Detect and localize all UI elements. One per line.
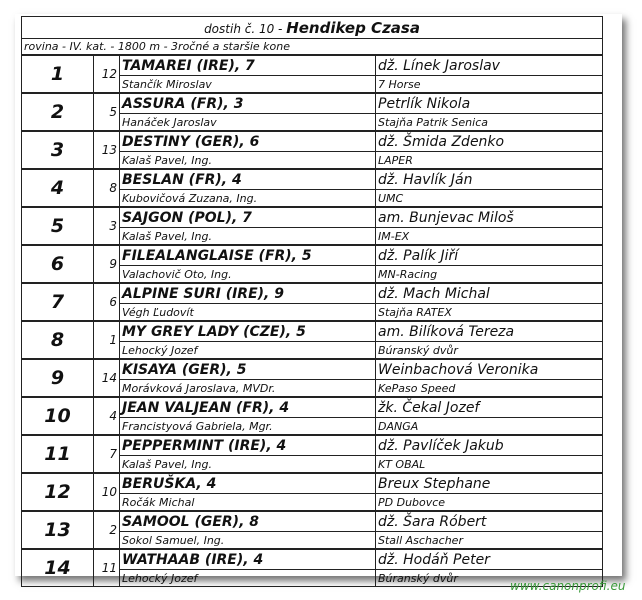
results-sheet <box>15 14 622 585</box>
start-number: 7 <box>94 435 120 473</box>
result-row <box>22 321 603 342</box>
horse-name: PEPPERMINT (IRE), 4 <box>120 435 376 456</box>
result-row <box>22 511 603 532</box>
start-number: 6 <box>94 283 120 321</box>
horse-name: ASSURA (FR), 3 <box>120 93 376 114</box>
place-number: 2 <box>22 93 94 131</box>
start-number: 13 <box>94 131 120 169</box>
place-number: 10 <box>22 397 94 435</box>
result-row <box>22 131 603 152</box>
race-label: dostih č. 10 - <box>204 21 283 36</box>
place-number: 1 <box>22 55 94 93</box>
horse-name: DESTINY (GER), 6 <box>120 131 376 152</box>
start-number: 12 <box>94 55 120 93</box>
owner-name: Stajňa Patrik Senica <box>376 114 603 132</box>
start-number: 4 <box>94 397 120 435</box>
trainer-name: Francistyová Gabriela, Mgr. <box>120 418 376 436</box>
owner-name: KT OBAL <box>376 456 603 474</box>
result-row <box>22 435 603 456</box>
trainer-name: Stančík Miroslav <box>120 76 376 94</box>
trainer-name: Ročák Michal <box>120 494 376 512</box>
owner-name: DANGA <box>376 418 603 436</box>
jockey-name: am. Bilíková Tereza <box>376 321 603 342</box>
jockey-name: dž. Havlík Ján <box>376 169 603 190</box>
horse-name: SAMOOL (GER), 8 <box>120 511 376 532</box>
jockey-name: dž. Línek Jaroslav <box>376 55 603 76</box>
horse-name: BESLAN (FR), 4 <box>120 169 376 190</box>
owner-name: MN-Racing <box>376 266 603 284</box>
place-number: 7 <box>22 283 94 321</box>
trainer-name: Lehocký Jozef <box>120 570 376 587</box>
owner-name: LAPER <box>376 152 603 170</box>
horse-name: WATHAAB (IRE), 4 <box>120 549 376 570</box>
jockey-name: Weinbachová Veronika <box>376 359 603 380</box>
jockey-name: Breux Stephane <box>376 473 603 494</box>
result-row <box>22 549 603 570</box>
start-number: 14 <box>94 359 120 397</box>
trainer-name: Végh Ľudovít <box>120 304 376 322</box>
watermark: www.canonprofi.eu <box>510 579 626 593</box>
place-number: 9 <box>22 359 94 397</box>
horse-name: TAMAREI (IRE), 7 <box>120 55 376 76</box>
start-number: 11 <box>94 549 120 587</box>
trainer-name: Kalaš Pavel, Ing. <box>120 152 376 170</box>
jockey-name: dž. Palík Jiří <box>376 245 603 266</box>
horse-name: KISAYA (GER), 5 <box>120 359 376 380</box>
start-number: 10 <box>94 473 120 511</box>
start-number: 5 <box>94 93 120 131</box>
horse-name: JEAN VALJEAN (FR), 4 <box>120 397 376 418</box>
start-number: 8 <box>94 169 120 207</box>
trainer-name: Kalaš Pavel, Ing. <box>120 456 376 474</box>
jockey-name: dž. Mach Michal <box>376 283 603 304</box>
trainer-name: Morávková Jaroslava, MVDr. <box>120 380 376 398</box>
place-number: 11 <box>22 435 94 473</box>
horse-name: SAJGON (POL), 7 <box>120 207 376 228</box>
result-row <box>22 473 603 494</box>
jockey-name: Petrlík Nikola <box>376 93 603 114</box>
result-row <box>22 359 603 380</box>
owner-name: IM-EX <box>376 228 603 246</box>
place-number: 8 <box>22 321 94 359</box>
race-name: Hendikep Czasa <box>286 18 420 37</box>
trainer-name: Valachovič Oto, Ing. <box>120 266 376 284</box>
owner-name: Búranský dvůr <box>376 342 603 360</box>
horse-name: ALPINE SURI (IRE), 9 <box>120 283 376 304</box>
place-number: 5 <box>22 207 94 245</box>
trainer-name: Sokol Samuel, Ing. <box>120 532 376 550</box>
result-row <box>22 283 603 304</box>
trainer-name: Kalaš Pavel, Ing. <box>120 228 376 246</box>
trainer-name: Lehocký Jozef <box>120 342 376 360</box>
start-number: 1 <box>94 321 120 359</box>
result-row <box>22 207 603 228</box>
result-row <box>22 169 603 190</box>
results-table <box>21 16 603 587</box>
jockey-name: dž. Šara Róbert <box>376 511 603 532</box>
result-row <box>22 93 603 114</box>
start-number: 3 <box>94 207 120 245</box>
trainer-name: Hanáček Jaroslav <box>120 114 376 132</box>
jockey-name: am. Bunjevac Miloš <box>376 207 603 228</box>
jockey-name: dž. Šmida Zdenko <box>376 131 603 152</box>
start-number: 9 <box>94 245 120 283</box>
horse-name: BERUŠKA, 4 <box>120 473 376 494</box>
owner-name: 7 Horse <box>376 76 603 94</box>
jockey-name: dž. Pavlíček Jakub <box>376 435 603 456</box>
result-row <box>22 245 603 266</box>
owner-name: PD Dubovce <box>376 494 603 512</box>
start-number: 2 <box>94 511 120 549</box>
place-number: 13 <box>22 511 94 549</box>
horse-name: MY GREY LADY (CZE), 5 <box>120 321 376 342</box>
owner-name: UMC <box>376 190 603 208</box>
owner-name: KePaso Speed <box>376 380 603 398</box>
place-number: 12 <box>22 473 94 511</box>
horse-name: FILEALANGLAISE (FR), 5 <box>120 245 376 266</box>
owner-name: Búranský dvůr <box>376 570 603 587</box>
result-row <box>22 397 603 418</box>
place-number: 3 <box>22 131 94 169</box>
owner-name: Stajňa RATEX <box>376 304 603 322</box>
race-title <box>22 17 603 39</box>
result-row <box>22 55 603 76</box>
jockey-name: dž. Hodáň Peter <box>376 549 603 570</box>
owner-name: Stall Aschacher <box>376 532 603 550</box>
jockey-name: žk. Čekal Jozef <box>376 397 603 418</box>
place-number: 6 <box>22 245 94 283</box>
race-conditions: rovina - IV. kat. - 1800 m - 3ročné a staršie kone <box>22 39 603 56</box>
place-number: 4 <box>22 169 94 207</box>
place-number: 14 <box>22 549 94 587</box>
trainer-name: Kubovičová Zuzana, Ing. <box>120 190 376 208</box>
